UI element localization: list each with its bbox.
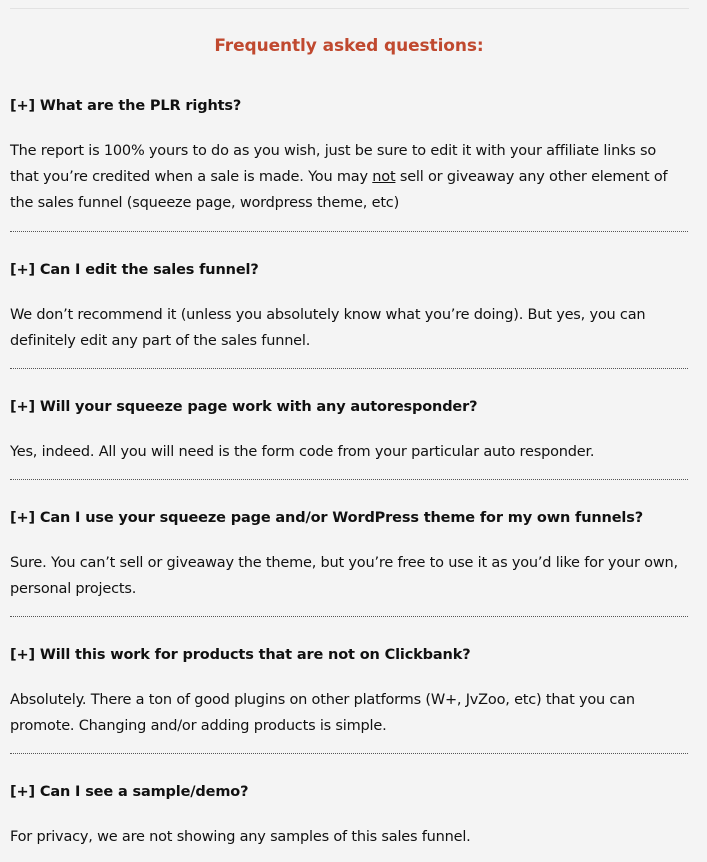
answer-emphasis: not — [372, 169, 396, 185]
faq-question-toggle[interactable]: [+] Can I edit the sales funnel? — [10, 262, 259, 278]
faq-divider — [10, 368, 688, 369]
faq-item-sample-demo — [10, 782, 688, 850]
faq-divider — [10, 616, 688, 617]
faq-title: Frequently asked questions: — [214, 36, 484, 56]
faq-answer: Yes, indeed. All you will need is the form code from your particular auto responder. — [10, 444, 595, 460]
faq-answer: For privacy, we are not showing any samples of this sales funnel. — [10, 829, 471, 845]
faq-question-toggle[interactable]: [+] Can I see a sample/demo? — [10, 784, 249, 800]
faq-question-toggle[interactable]: [+] What are the PLR rights? — [10, 98, 242, 114]
faq-question-toggle[interactable]: [+] Will this work for products that are not on Clickbank? — [10, 647, 471, 663]
faq-divider — [10, 479, 688, 480]
faq-question-toggle[interactable]: [+] Will your squeeze page work with any autoresponder? — [10, 399, 478, 415]
faq-item-other-platforms — [10, 645, 688, 739]
faq-divider — [10, 753, 688, 754]
answer-text: sell or giveaway any other element of the sales funnel (squeeze page, wordpress theme, etc) — [10, 169, 668, 211]
answer-text: The report is 100% yours to do as you wish, just be sure to edit it with your affiliate links so that you’re credited when a sale is made. You may — [10, 143, 657, 185]
faq-answer: Sure. You can’t sell or giveaway the theme, but you’re free to use it as you’d like for your own, personal projects. — [10, 555, 678, 597]
faq-question-toggle[interactable]: [+] Can I use your squeeze page and/or WordPress theme for my own funnels? — [10, 510, 643, 526]
faq-item-plr-rights — [10, 96, 688, 216]
top-divider — [10, 8, 689, 9]
faq-divider — [10, 231, 688, 232]
faq-answer: Absolutely. There a ton of good plugins on other platforms (W+, JvZoo, etc) that you can promote. Changing and/or adding products is simple. — [10, 692, 635, 734]
faq-item-edit-funnel — [10, 260, 688, 354]
faq-item-autoresponder — [10, 397, 688, 465]
faq-item-own-funnels — [10, 508, 688, 602]
faq-answer — [10, 138, 688, 216]
faq-answer: We don’t recommend it (unless you absolutely know what you’re doing). But yes, you can definitely edit any part of the sales funnel. — [10, 307, 646, 349]
